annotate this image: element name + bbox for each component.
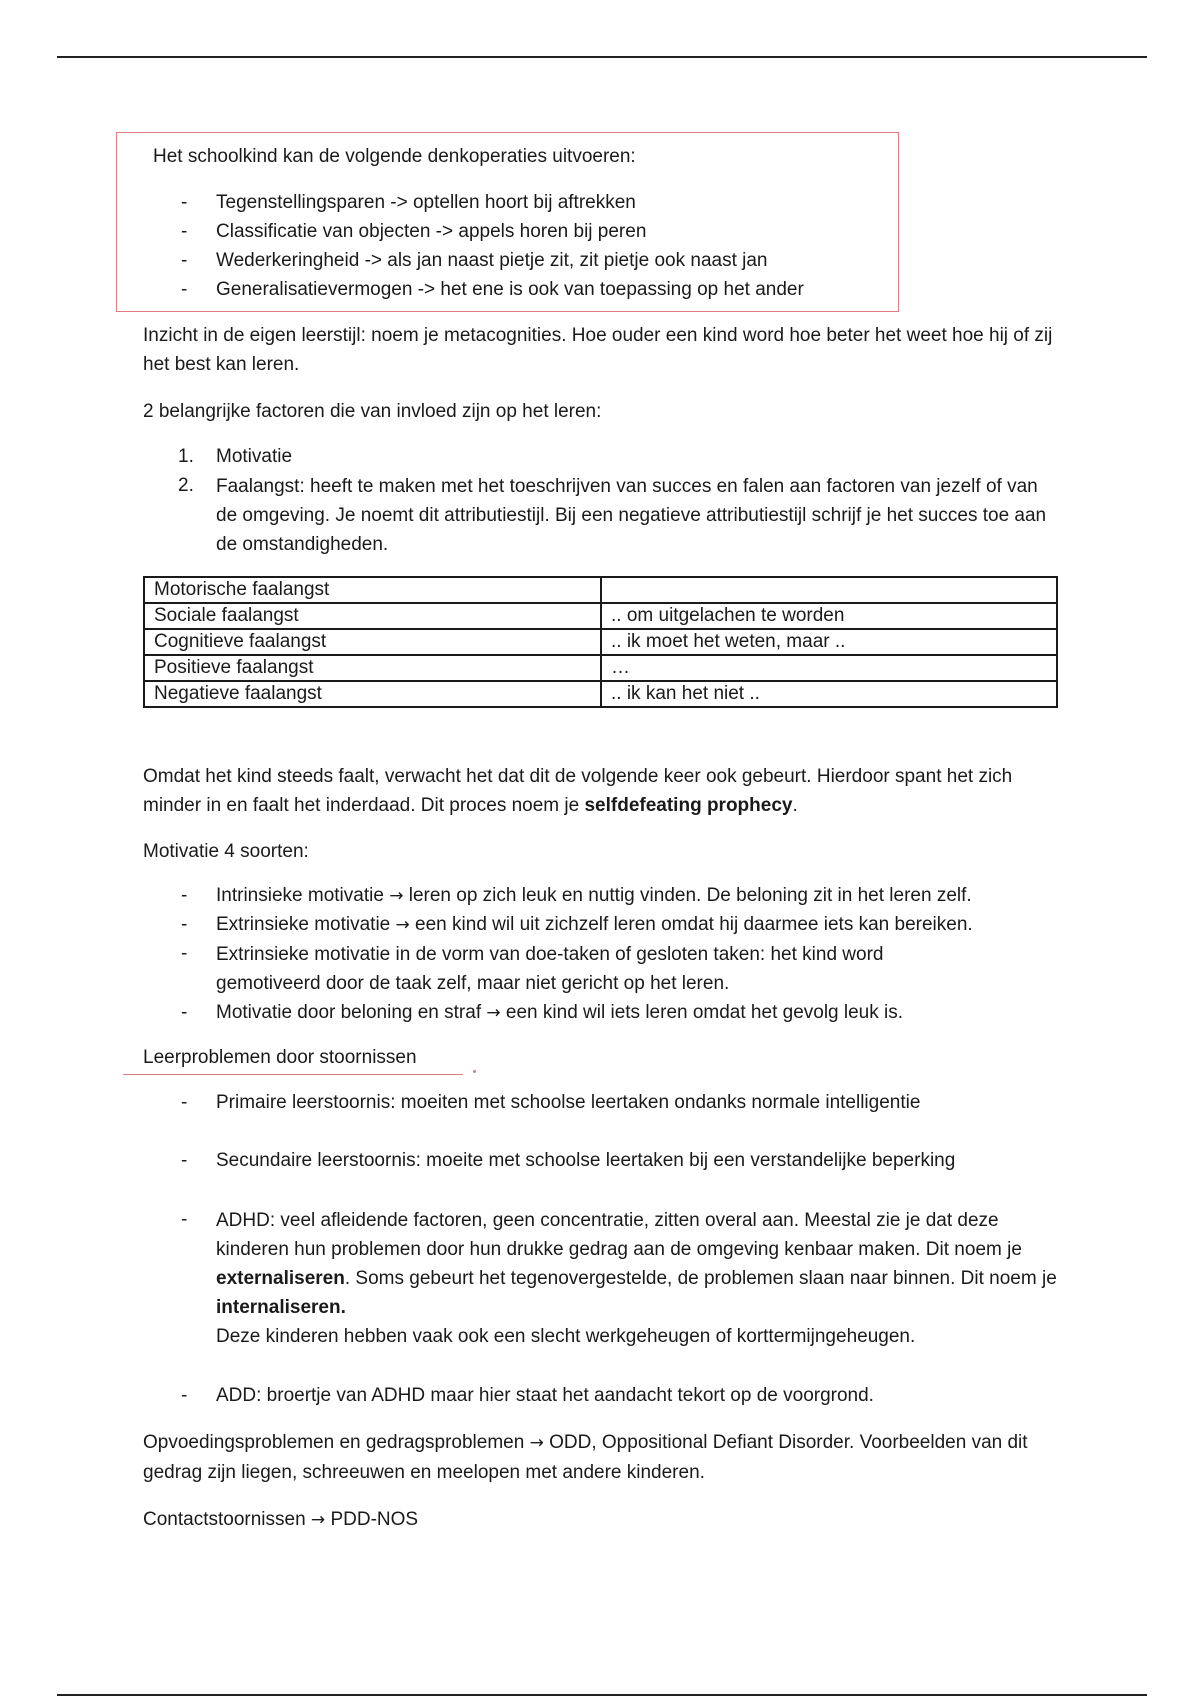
table-row: [144, 655, 1057, 681]
problem-item: Primaire leerstoornis: moeiten met schoolse leertaken ondanks normale intelligentie: [216, 1092, 921, 1113]
arrow-icon: →: [389, 886, 404, 906]
bullet: -: [181, 1385, 188, 1406]
text-span: leren op zich leuk en nuttig vinden. De beloning zit in het leren zelf.: [408, 885, 972, 906]
table-cell: .. om uitgelachen te worden: [601, 603, 1057, 629]
header-rule: [57, 56, 1147, 58]
text-span: Intrinsieke motivatie: [216, 885, 384, 906]
problems-heading: Leerproblemen door stoornissen: [143, 1047, 417, 1068]
box-item: Generalisatievermogen -> het ene is ook van toepassing op het ander: [216, 279, 804, 300]
table-cell: [601, 577, 1057, 603]
bullet: -: [181, 1002, 188, 1023]
table-row: [144, 603, 1057, 629]
bullet: -: [181, 279, 188, 300]
table-cell: .. ik kan het niet ..: [601, 681, 1057, 707]
text-span: .: [792, 795, 798, 816]
bullet: -: [181, 221, 188, 242]
arrow-icon: →: [310, 1510, 326, 1530]
box-item: Wederkeringheid -> als jan naast pietje zit, zit pietje ook naast jan: [216, 250, 768, 271]
bullet: -: [181, 914, 188, 935]
box-item: Classificatie van objecten -> appels horen bij peren: [216, 221, 647, 242]
table-cell: …: [601, 655, 1057, 681]
metacognition-paragraph: Inzicht in de eigen leerstijl: noem je metacognities. Hoe ouder een kind word hoe beter het weet hoe hij of zij het best kan leren.: [143, 325, 1053, 375]
text-span: PDD-NOS: [325, 1509, 419, 1530]
factor-item: Motivatie: [216, 446, 293, 467]
motivation-intro: Motivatie 4 soorten:: [143, 841, 309, 862]
bold-term: externaliseren: [216, 1268, 345, 1289]
table-cell: Positieve faalangst: [144, 655, 601, 681]
text-span: een kind wil iets leren omdat het gevolg leuk is.: [505, 1002, 904, 1023]
factor-item: Faalangst: heeft te maken met het toeschrijven van succes en falen aan factoren van jezelf of van de omgeving. Je noemt dit attributiestijl. Bij een negatieve attributiestijl schrijf je het succes toe aan de omstandigheden.: [216, 476, 1047, 555]
problem-item: ADD: broertje van ADHD maar hier staat het aandacht tekort op de voorgrond.: [216, 1385, 874, 1406]
motivation-item: Extrinsieke motivatie in de vorm van doe-taken of gesloten taken: het kind word gemotiveerd door de taak zelf, maar niet gericht op het leren.: [216, 944, 884, 994]
problem-item: Secundaire leerstoornis: moeite met schoolse leertaken bij een verstandelijke beperking: [216, 1150, 956, 1171]
bullet: -: [181, 192, 188, 213]
box-intro: Het schoolkind kan de volgende denkoperaties uitvoeren:: [153, 146, 636, 167]
table-cell: Sociale faalangst: [144, 603, 601, 629]
bullet: -: [181, 885, 188, 906]
problem-item-adhd: [216, 1206, 1066, 1351]
box-item: Tegenstellingsparen -> optellen hoort bij aftrekken: [216, 192, 636, 213]
bold-term: internaliseren.: [216, 1297, 346, 1318]
motivation-item: [216, 884, 972, 908]
bullet: -: [181, 250, 188, 271]
table-row: [144, 577, 1057, 603]
spellcheck-underline: [123, 1074, 463, 1075]
bold-term: selfdefeating prophecy: [584, 795, 793, 816]
text-span: ODD, Oppositional Defiant Disorder. Voorbeelden van dit gedrag zijn liegen, schreeuwen en meelopen met andere kinderen.: [143, 1432, 1028, 1483]
text-span: Opvoedingsproblemen en gedragsproblemen: [143, 1432, 530, 1453]
faalangst-table: [143, 576, 1058, 708]
bullet: -: [181, 943, 188, 964]
list-number: 2.: [178, 475, 194, 496]
arrow-icon: →: [395, 915, 410, 935]
text-span: Deze kinderen hebben vaak ook een slecht werkgeheugen of korttermijngeheugen.: [216, 1326, 916, 1347]
text-span: ADHD: veel afleidende factoren, geen concentratie, zitten overal aan. Meestal zie je dat deze kinderen hun problemen door hun drukke gedrag aan de omgeving kenbaar maken. Dit noem je: [216, 1210, 1022, 1260]
list-number: 1.: [178, 446, 194, 467]
selfdefeating-paragraph: [143, 762, 1063, 820]
text-span: Extrinsieke motivatie: [216, 914, 391, 935]
text-span: . Soms gebeurt het tegenovergestelde, de problemen slaan naar binnen. Dit noem je: [344, 1268, 1057, 1289]
odd-paragraph: [143, 1428, 1063, 1487]
arrow-icon: →: [486, 1003, 501, 1023]
bullet: -: [181, 1092, 188, 1113]
arrow-icon: →: [529, 1433, 544, 1453]
text-span: een kind wil uit zichzelf leren omdat hij daarmee iets kan bereiken.: [415, 914, 973, 935]
table-row: [144, 681, 1057, 707]
table-cell: Motorische faalangst: [144, 577, 601, 603]
motivation-item: [216, 1001, 903, 1025]
bullet: -: [181, 1209, 188, 1230]
table-cell: .. ik moet het weten, maar ..: [601, 629, 1057, 655]
footer-rule: [57, 1694, 1147, 1696]
motivation-item: [216, 913, 973, 937]
table-cell: Negatieve faalangst: [144, 681, 601, 707]
table-row: [144, 629, 1057, 655]
factors-intro: 2 belangrijke factoren die van invloed zijn op het leren:: [143, 401, 602, 422]
red-dot: [473, 1070, 476, 1073]
contact-line: [143, 1508, 418, 1532]
bullet: -: [181, 1150, 188, 1171]
text-span: Motivatie door beloning en straf: [216, 1002, 482, 1023]
text-span: Omdat het kind steeds faalt, verwacht het dat dit de volgende keer ook gebeurt. Hierdoor spant het zich minder in en faalt het inderdaad. Dit proces noem je: [143, 766, 1013, 816]
text-span: Contactstoornissen: [143, 1509, 311, 1530]
table-cell: Cognitieve faalangst: [144, 629, 601, 655]
